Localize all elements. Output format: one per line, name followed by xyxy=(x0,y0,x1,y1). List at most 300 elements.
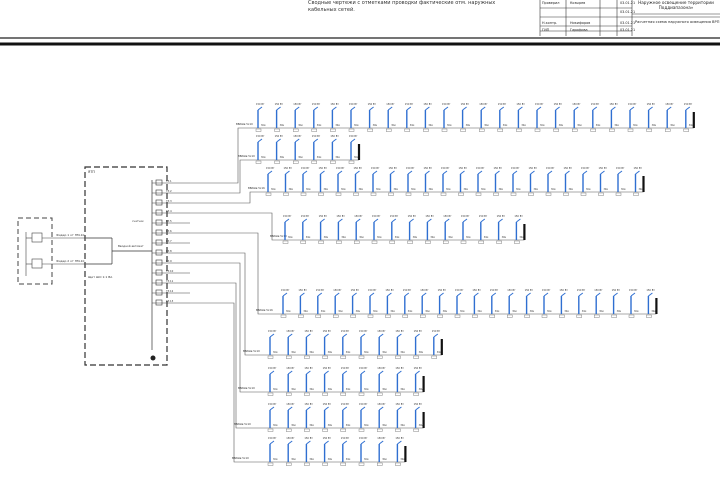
span-label: 30м xyxy=(273,351,278,354)
lamp-base xyxy=(646,315,651,318)
lamp-arm xyxy=(434,334,438,337)
lamp-arm xyxy=(537,107,541,110)
lamp-base xyxy=(301,193,306,196)
span-label: 30м xyxy=(338,310,343,313)
lamp-base xyxy=(546,193,551,196)
project-title-line: Наружное освещение территории xyxy=(638,0,714,5)
lamp-base xyxy=(386,129,391,132)
span-label: 30м xyxy=(651,310,656,313)
span-label: 30м xyxy=(364,351,369,354)
panel-bus-note: Щит ШО 1:1 ВА xyxy=(88,275,113,279)
span-label: 30м xyxy=(327,388,333,391)
lamp-power-label: 150 Вт xyxy=(423,167,432,170)
lamp-base xyxy=(316,315,321,318)
lamp-base xyxy=(395,356,400,359)
stamp-date: 03.01.21 xyxy=(620,1,636,5)
lamp-arm xyxy=(408,171,412,174)
lamp-base xyxy=(298,315,303,318)
breaker-group-label: ГР.10 xyxy=(166,270,174,274)
span-label: 30м xyxy=(309,351,314,354)
span-label: 30м xyxy=(460,310,465,313)
lamp-row xyxy=(283,215,524,244)
lamp-arm xyxy=(440,293,444,296)
cable-label: ВБбШв 5х10 xyxy=(232,457,249,460)
span-label: 30м xyxy=(521,124,526,127)
span-label: 30м xyxy=(568,188,573,191)
lamp-arm xyxy=(500,107,504,110)
lamp-power-label: 150 Вт xyxy=(385,289,394,292)
lamp-arm xyxy=(416,371,420,374)
span-label: 30м xyxy=(309,458,314,461)
lamp-base xyxy=(266,193,271,196)
lamp-arm xyxy=(373,171,377,174)
lamp-base xyxy=(395,429,400,432)
lamp-power-label: 150 Вт xyxy=(359,403,368,406)
span-label: 30м xyxy=(498,188,503,191)
lamp-arm xyxy=(306,407,310,410)
lamp-arm xyxy=(343,441,347,444)
span-label: 30м xyxy=(447,124,452,127)
breaker-group-label: ГР.9 xyxy=(166,260,172,264)
lamp-arm xyxy=(410,219,414,222)
lamp-power-label: 150 Вт xyxy=(516,103,525,106)
lamp-arm xyxy=(288,371,292,374)
span-label: 30м xyxy=(463,188,468,191)
lamp-base xyxy=(256,161,261,164)
span-label: 30м xyxy=(354,156,359,159)
span-label: 30м xyxy=(305,236,311,239)
lamp-arm xyxy=(314,107,318,110)
lamp-base xyxy=(256,129,261,132)
span-label: 30м xyxy=(481,188,486,191)
span-label: 30м xyxy=(335,156,340,159)
lamp-power-label: 150 Вт xyxy=(576,289,586,292)
lamp-row xyxy=(256,135,359,164)
lamp-arm xyxy=(379,407,383,410)
lamp-arm xyxy=(361,334,365,337)
lamp-arm xyxy=(416,407,420,410)
breaker-group-label: ГР.1 xyxy=(166,180,172,184)
lamp-arm xyxy=(379,441,383,444)
lamp-power-label: 150 Вт xyxy=(340,437,350,440)
span-label: 30м xyxy=(501,236,507,239)
lamp-arm xyxy=(332,139,336,142)
lamp-power-label: 150 Вт xyxy=(304,367,313,370)
span-label: 30м xyxy=(271,188,276,191)
lamp-power-label: 150 Вт xyxy=(496,215,505,218)
breaker-group-label: ГР.5 xyxy=(166,220,172,224)
breaker-group-label: ГР.13 xyxy=(166,300,174,304)
lamp-power-label: 150 Вт xyxy=(336,215,345,218)
breaker-symbol xyxy=(156,250,162,255)
lamp-power-label: 150 Вт xyxy=(489,289,499,292)
lamp-arm xyxy=(295,139,299,142)
breaker-symbol xyxy=(156,270,162,275)
lamp-base xyxy=(514,241,519,244)
lamp-arm xyxy=(343,371,347,374)
breaker-group-label: ГР.8 xyxy=(166,250,172,254)
lamp-base xyxy=(341,429,346,432)
span-label: 30м xyxy=(436,351,442,354)
stamp-date: 03.01.21 xyxy=(620,21,636,25)
lamp-base xyxy=(542,315,547,318)
lamp-base xyxy=(268,463,273,466)
lamp-power-label: 150 Вт xyxy=(322,330,331,333)
lamp-power-label: 150 Вт xyxy=(507,289,516,292)
lamp-power-label: 150 Вт xyxy=(268,437,277,440)
lamp-arm xyxy=(425,107,429,110)
lamp-arm xyxy=(527,293,531,296)
lamp-power-label: 150 Вт xyxy=(594,289,603,292)
lamp-arm xyxy=(288,441,292,444)
span-label: 30м xyxy=(345,351,351,354)
span-label: 30м xyxy=(411,188,416,191)
lamp-base xyxy=(268,429,273,432)
span-label: 30м xyxy=(309,388,314,391)
span-label: 30м xyxy=(358,188,363,191)
lamp-power-label: 150 Вт xyxy=(395,437,404,440)
breaker-group-label: ГР.6 xyxy=(166,230,172,234)
span-label: 30м xyxy=(603,188,608,191)
lamp-power-label: 150 Вт xyxy=(472,289,481,292)
lamp-power-label: 150 Вт xyxy=(528,167,537,170)
lamp-arm xyxy=(288,407,292,410)
lamp-arm xyxy=(321,219,325,222)
feeder-label: Фидер 2 от ПМ-10 xyxy=(56,259,85,263)
lamp-base xyxy=(351,315,356,318)
lamp-power-label: 150 Вт xyxy=(340,403,350,406)
lamp-arm xyxy=(325,407,329,410)
lamp-power-label: 150 Вт xyxy=(629,289,638,292)
lamp-power-label: 150 Вт xyxy=(298,289,307,292)
lamp-base xyxy=(581,193,586,196)
span-label: 30м xyxy=(279,156,285,159)
lamp-base xyxy=(286,463,291,466)
lamp-power-label: 150 Вт xyxy=(402,289,412,292)
lamp-arm xyxy=(474,293,478,296)
lamp-base xyxy=(359,356,364,359)
lamp-base xyxy=(591,129,596,132)
lamp-arm xyxy=(649,107,653,110)
span-label: 30м xyxy=(382,458,387,461)
lamp-arm xyxy=(295,107,299,110)
lamp-power-label: 150 Вт xyxy=(479,103,488,106)
lamp-power-label: 150 Вт xyxy=(268,367,277,370)
span-label: 30м xyxy=(412,236,418,239)
lamp-power-label: 150 Вт xyxy=(293,103,302,106)
lamp-base xyxy=(535,129,540,132)
lamp-base xyxy=(599,193,604,196)
lamp-rows xyxy=(256,103,694,466)
lamp-base xyxy=(594,315,599,318)
span-label: 30м xyxy=(286,310,291,313)
lamp-arm xyxy=(556,107,560,110)
cable-label: ВБбШв 5х10 xyxy=(238,387,255,390)
lamp-power-label: 150 Вт xyxy=(311,103,321,106)
lamp-power-label: 150 Вт xyxy=(478,215,488,218)
lamp-base xyxy=(323,429,328,432)
lamp-power-label: 150 Вт xyxy=(514,215,523,218)
lamp-arm xyxy=(499,219,503,222)
span-label: 30м xyxy=(291,351,296,354)
breaker-group-label: ГР.11 xyxy=(166,280,174,284)
breaker-symbol xyxy=(156,230,162,235)
span-label: 30м xyxy=(354,124,359,127)
lamp-power-label: 150 Вт xyxy=(388,167,397,170)
lamp-power-label: 150 Вт xyxy=(633,167,642,170)
lamp-arm xyxy=(405,293,409,296)
lamp-arm xyxy=(422,293,426,296)
lamp-power-label: 150 Вт xyxy=(628,103,637,106)
lamp-base xyxy=(312,129,317,132)
lamp-power-label: 150 Вт xyxy=(268,403,277,406)
span-label: 30м xyxy=(616,310,622,313)
span-label: 30м xyxy=(393,188,398,191)
lamp-arm xyxy=(387,293,391,296)
lamp-power-label: 150 Вт xyxy=(304,330,313,333)
span-label: 30м xyxy=(376,188,381,191)
stamp-name: Козырев xyxy=(570,1,586,5)
lamp-base xyxy=(405,129,410,132)
span-label: 30м xyxy=(466,236,471,239)
span-label: 30м xyxy=(291,388,296,391)
breaker-group xyxy=(152,179,190,305)
title-block-frame xyxy=(540,0,720,36)
span-label: 30м xyxy=(502,124,508,127)
lamp-power-label: 150 Вт xyxy=(353,167,362,170)
span-label: 30м xyxy=(320,310,326,313)
lamp-base xyxy=(284,193,289,196)
lamp-power-label: 150 Вт xyxy=(330,103,339,106)
breaker-symbol xyxy=(156,180,162,185)
lamp-power-label: 150 Вт xyxy=(359,367,368,370)
stamp-date: 03.01.21 xyxy=(620,28,636,32)
lamp-power-label: 150 Вт xyxy=(386,103,395,106)
lamp-power-label: 150 Вт xyxy=(371,167,380,170)
span-label: 30м xyxy=(345,388,351,391)
span-label: 30м xyxy=(373,310,378,313)
lamp-arm xyxy=(343,334,347,337)
span-label: 30м xyxy=(341,236,346,239)
lamp-power-label: 150 Вт xyxy=(407,215,416,218)
span-label: 30м xyxy=(599,310,604,313)
lamp-power-label: 150 Вт xyxy=(349,135,358,138)
feeder-wires xyxy=(190,122,287,462)
meter-label: счетчик xyxy=(132,219,144,223)
lamp-power-label: 150 Вт xyxy=(425,215,434,218)
lamp-power-label: 150 Вт xyxy=(423,103,432,106)
lamp-base xyxy=(359,429,364,432)
lamp-arm xyxy=(461,171,465,174)
lamp-base xyxy=(286,393,291,396)
lamp-power-label: 150 Вт xyxy=(256,103,265,106)
breaker-label: Вводной автомат xyxy=(118,244,144,248)
lamp-power-label: 150 Вт xyxy=(268,330,277,333)
lamp-base xyxy=(459,193,464,196)
span-label: 30м xyxy=(291,424,296,427)
cable-label: ВБбШв 5х10 xyxy=(238,155,255,158)
lamp-base xyxy=(432,356,437,359)
lamp-base xyxy=(609,129,614,132)
lamp-power-label: 150 Вт xyxy=(377,437,386,440)
lamp-arm xyxy=(303,219,307,222)
span-label: 30м xyxy=(372,124,378,127)
lamp-arm xyxy=(391,171,395,174)
lamp-arm xyxy=(318,293,322,296)
lamp-arm xyxy=(356,219,360,222)
span-label: 30м xyxy=(448,236,453,239)
stamp-role: Н.контр. xyxy=(542,21,558,25)
lamp-base xyxy=(293,129,298,132)
lamp-arm xyxy=(686,107,690,110)
lamp-base xyxy=(408,241,413,244)
lamp-power-label: 150 Вт xyxy=(616,167,625,170)
lamp-arm xyxy=(481,219,485,222)
lamp-base xyxy=(286,429,291,432)
lamp-arm xyxy=(397,334,401,337)
stamp-role: ГИП xyxy=(542,28,550,32)
span-label: 30м xyxy=(634,310,639,313)
lamp-power-label: 150 Вт xyxy=(413,367,422,370)
breaker-symbol xyxy=(156,190,162,195)
lamp-base xyxy=(395,463,400,466)
ground-symbol xyxy=(151,356,156,361)
lamp-arm xyxy=(303,171,307,174)
span-label: 30м xyxy=(309,424,314,427)
lamp-arm xyxy=(596,293,600,296)
lamp-arm xyxy=(509,293,513,296)
lamp-arm xyxy=(335,293,339,296)
lamp-base xyxy=(406,193,411,196)
lamp-arm xyxy=(426,171,430,174)
span-label: 30м xyxy=(581,310,587,313)
span-label: 30м xyxy=(382,388,387,391)
span-label: 30м xyxy=(614,124,619,127)
lamp-power-label: 150 Вт xyxy=(315,289,325,292)
lamp-arm xyxy=(561,293,565,296)
lamp-base xyxy=(359,393,364,396)
span-label: 30м xyxy=(425,310,430,313)
breaker-symbol xyxy=(156,300,162,305)
lamp-arm xyxy=(270,334,274,337)
cable-label: ВБбШв 5х10 xyxy=(234,423,251,426)
cable-label: ВБбШв 5х16 xyxy=(248,187,265,190)
lamp-arm xyxy=(392,219,396,222)
lamp-row xyxy=(281,289,656,318)
lamp-arm xyxy=(463,107,467,110)
lamp-base xyxy=(395,393,400,396)
lamp-base xyxy=(564,193,569,196)
span-label: 30м xyxy=(407,310,413,313)
lamp-power-label: 150 Вт xyxy=(437,289,446,292)
lamp-arm xyxy=(397,371,401,374)
lamp-base xyxy=(268,393,273,396)
lamp-base xyxy=(330,129,335,132)
lamp-power-label: 150 Вт xyxy=(646,289,655,292)
lamp-arm xyxy=(416,334,420,337)
lamp-power-label: 150 Вт xyxy=(368,289,377,292)
span-label: 30м xyxy=(418,424,424,427)
lamp-power-label: 150 Вт xyxy=(266,167,275,170)
lamp-base xyxy=(616,193,621,196)
lamp-base xyxy=(377,393,382,396)
lamp-base xyxy=(442,129,447,132)
lamp-base xyxy=(665,129,670,132)
lamp-power-label: 150 Вт xyxy=(590,103,600,106)
lamp-power-label: 150 Вт xyxy=(274,103,283,106)
lamp-arm xyxy=(518,107,522,110)
span-label: 30м xyxy=(670,124,675,127)
lamp-base xyxy=(414,356,419,359)
lamp-arm xyxy=(325,334,329,337)
lamp-arm xyxy=(314,139,318,142)
lamp-row xyxy=(268,330,442,359)
lamp-arm xyxy=(443,171,447,174)
lamp-power-label: 150 Вт xyxy=(349,103,358,106)
lamp-power-label: 150 Вт xyxy=(359,437,368,440)
lamp-power-label: 150 Вт xyxy=(458,167,467,170)
lamp-arm xyxy=(407,107,411,110)
span-label: 30м xyxy=(651,124,657,127)
cable-label: ВБбШв 5х10 xyxy=(236,123,253,126)
span-label: 30м xyxy=(273,424,278,427)
lamp-power-label: 150 Вт xyxy=(281,289,290,292)
span-label: 30м xyxy=(390,310,395,313)
lamp-power-label: 150 Вт xyxy=(286,437,295,440)
span-label: 30м xyxy=(400,424,405,427)
lamp-arm xyxy=(325,371,329,374)
lamp-base xyxy=(371,193,376,196)
span-label: 30м xyxy=(298,124,303,127)
lamp-arm xyxy=(481,107,485,110)
span-label: 30м xyxy=(355,310,361,313)
lamp-arm xyxy=(306,334,310,337)
lamp-arm xyxy=(583,171,587,174)
lamp-power-label: 150 Вт xyxy=(553,103,562,106)
lamp-power-label: 150 Вт xyxy=(683,103,693,106)
lamp-base xyxy=(494,193,499,196)
span-label: 30м xyxy=(430,236,435,239)
span-label: 30м xyxy=(551,188,556,191)
span-label: 30м xyxy=(364,388,369,391)
lamp-arm xyxy=(379,334,383,337)
lamp-power-label: 150 Вт xyxy=(311,135,321,138)
span-label: 30м xyxy=(477,310,482,313)
lamp-power-label: 150 Вт xyxy=(300,215,310,218)
lamp-base xyxy=(554,129,559,132)
lamp-arm xyxy=(579,293,583,296)
span-label: 30м xyxy=(586,188,591,191)
lamp-arm xyxy=(338,219,342,222)
lamp-base xyxy=(333,315,338,318)
lamp-arm xyxy=(496,171,500,174)
lamp-arm xyxy=(351,107,355,110)
lamp-base xyxy=(385,315,390,318)
breaker-group-label: ГР.3 xyxy=(166,200,172,204)
project-title-line: Поддиапазона» xyxy=(658,5,694,10)
lamp-power-label: 150 Вт xyxy=(318,215,327,218)
span-label: 30м xyxy=(316,124,322,127)
stamp-role: Проверил xyxy=(542,1,560,5)
lamp-base xyxy=(476,193,481,196)
breaker-group-label: ГР.2 xyxy=(166,190,172,194)
lamp-arm xyxy=(338,171,342,174)
lamp-power-label: 150 Вт xyxy=(413,330,422,333)
breaker-symbol xyxy=(156,280,162,285)
lamp-power-label: 150 Вт xyxy=(286,330,295,333)
lamp-arm xyxy=(370,293,374,296)
lamp-power-label: 150 Вт xyxy=(455,289,464,292)
